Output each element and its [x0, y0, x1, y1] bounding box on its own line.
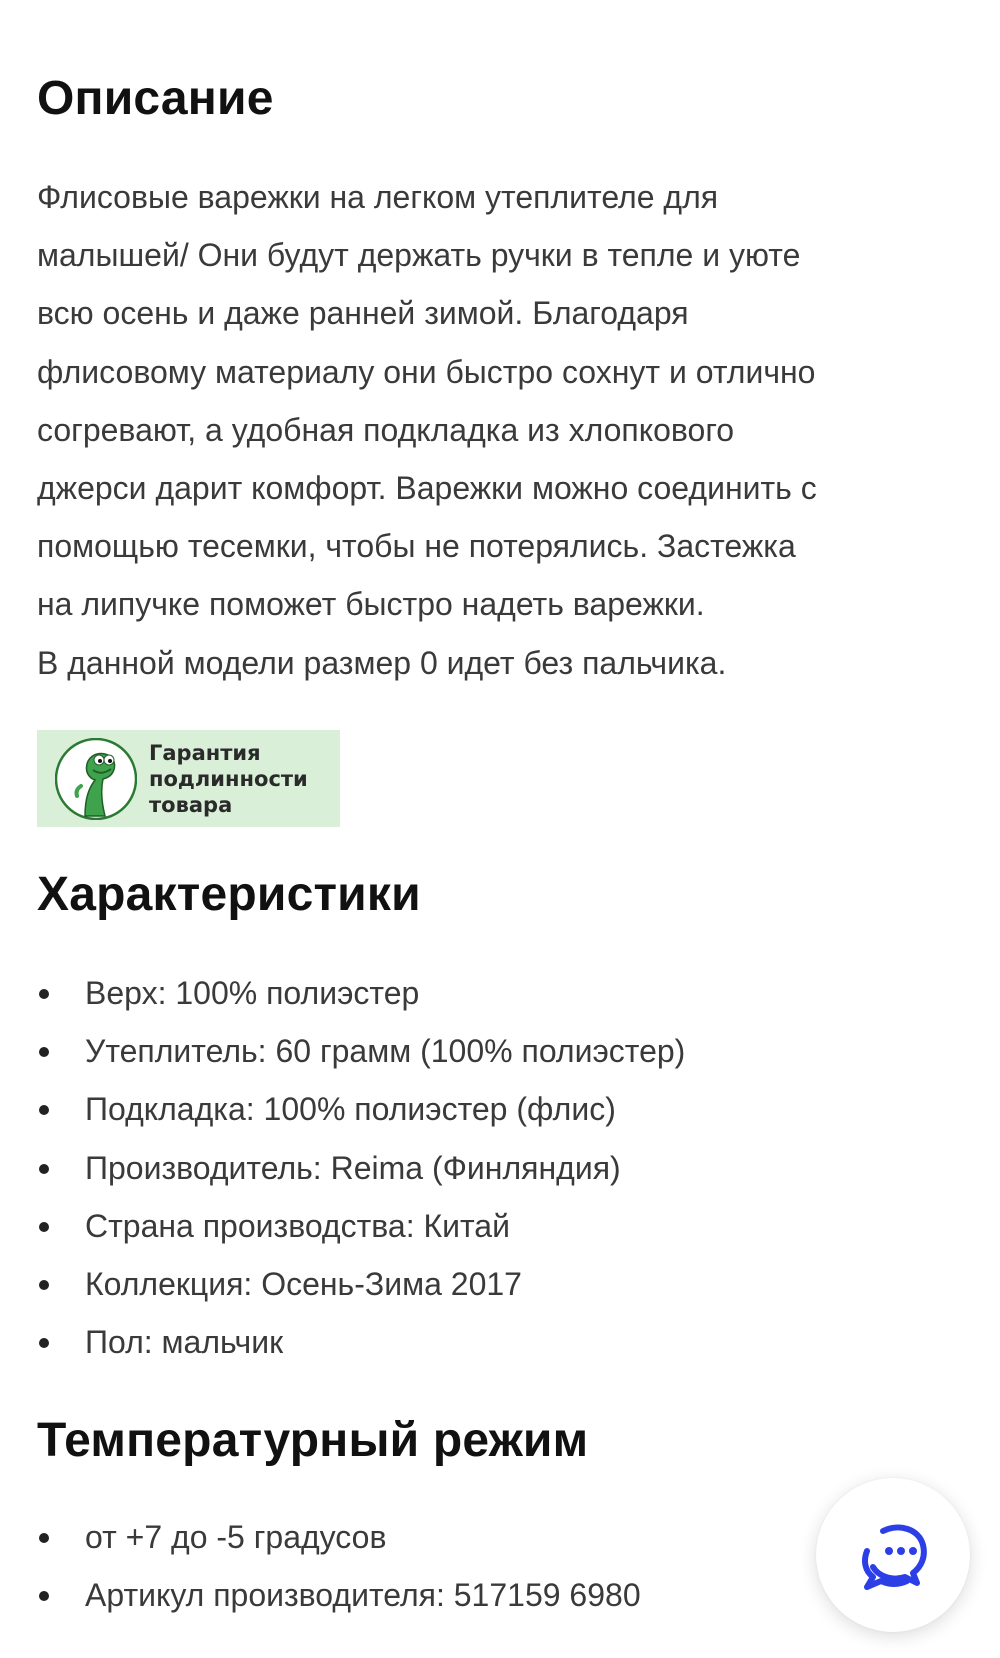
bullet-icon: [39, 1164, 49, 1174]
description-line: малышей/ Они будут держать ручки в тепле и уюте: [37, 237, 801, 274]
specs-list: [37, 964, 685, 1371]
spec-text: Производитель: Reima (Финляндия): [85, 1149, 621, 1186]
bullet-icon: [39, 1047, 49, 1057]
list-item: [37, 1255, 685, 1313]
chat-bubble-icon: [853, 1515, 933, 1595]
description-line: помощью тесемки, чтобы не потерялись. Застежка: [37, 528, 796, 565]
bullet-icon: [39, 1280, 49, 1290]
list-item: [37, 1197, 685, 1255]
chat-button[interactable]: [816, 1478, 970, 1632]
bullet-icon: [39, 1591, 49, 1601]
list-item: [37, 1139, 685, 1197]
bullet-icon: [39, 989, 49, 999]
description-line: В данной модели размер 0 идет без пальчика.: [37, 644, 727, 681]
list-item: [37, 964, 685, 1022]
article-text: Артикул производителя: 517159 6980: [85, 1577, 641, 1614]
bullet-icon: [39, 1533, 49, 1543]
badge-line: Гарантия: [149, 740, 261, 765]
list-item: [37, 1566, 641, 1624]
description-text: [37, 168, 957, 692]
description-line: флисовому материалу они быстро сохнут и отлично: [37, 353, 816, 390]
temperature-list: [37, 1508, 641, 1624]
spec-text: Подкладка: 100% полиэстер (флис): [85, 1091, 616, 1128]
authenticity-badge: [37, 730, 340, 827]
bullet-icon: [39, 1105, 49, 1115]
description-line: Флисовые варежки на легком утеплителе для: [37, 179, 719, 215]
specs-heading: Характеристики: [37, 868, 421, 921]
list-item: [37, 1022, 685, 1080]
spec-text: Утеплитель: 60 грамм (100% полиэстер): [85, 1033, 686, 1070]
bullet-icon: [39, 1222, 49, 1232]
list-item: [37, 1313, 685, 1371]
bullet-icon: [39, 1338, 49, 1348]
temperature-heading: Температурный режим: [37, 1414, 589, 1467]
description-line: на липучке поможет быстро надеть варежки.: [37, 586, 705, 623]
badge-line: подлинности: [149, 766, 308, 791]
description-line: всю осень и даже ранней зимой. Благодаря: [37, 295, 689, 332]
spec-text: Пол: мальчик: [85, 1324, 284, 1361]
dinosaur-icon: [55, 738, 137, 820]
spec-text: Страна производства: Китай: [85, 1207, 510, 1244]
spec-text: Верх: 100% полиэстер: [85, 975, 420, 1011]
list-item: [37, 1508, 641, 1566]
description-line: согревают, а удобная подкладка из хлопкового: [37, 411, 735, 448]
description-heading: Описание: [37, 72, 274, 125]
list-item: [37, 1080, 685, 1138]
badge-text: [149, 740, 308, 818]
temperature-text: от +7 до -5 градусов: [85, 1519, 387, 1555]
spec-text: Коллекция: Осень-Зима 2017: [85, 1265, 522, 1302]
badge-line: товара: [149, 792, 233, 817]
description-line: джерси дарит комфорт. Варежки можно соединить с: [37, 470, 817, 507]
